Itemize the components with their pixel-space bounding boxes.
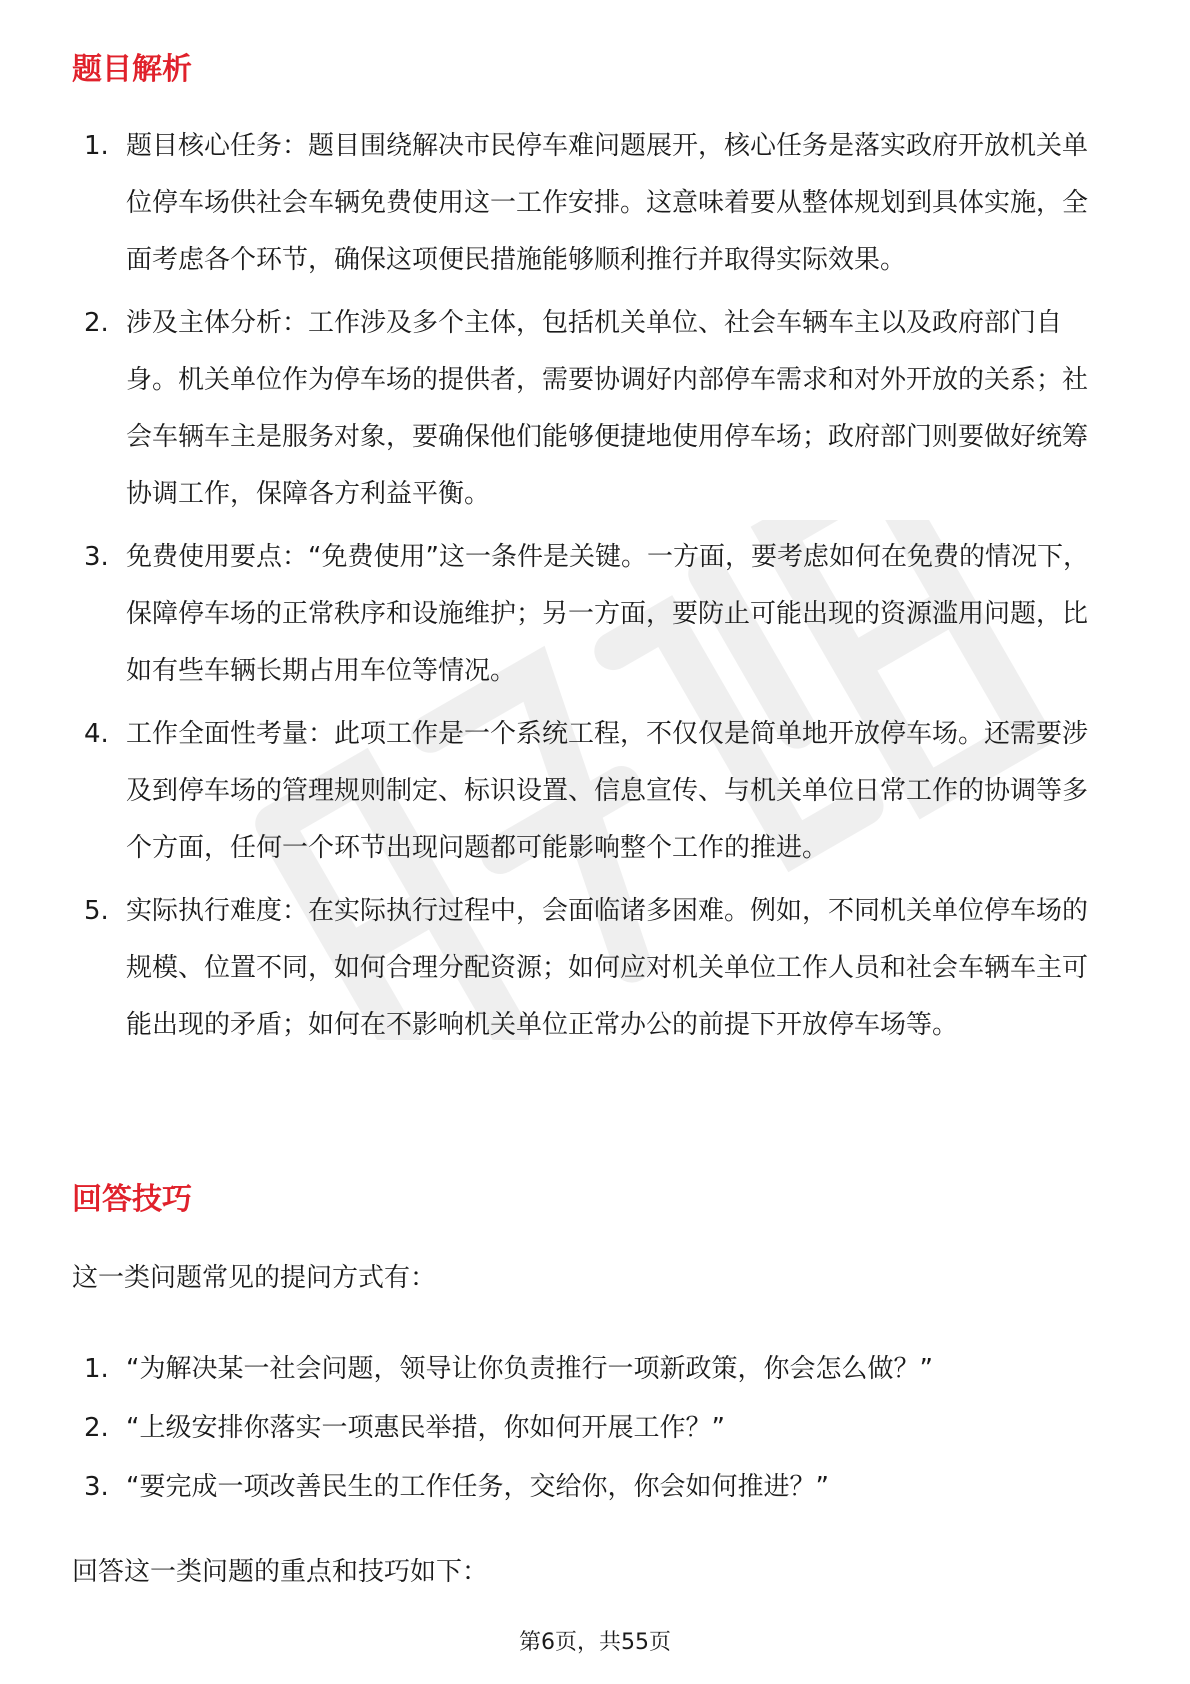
list-item <box>72 883 1112 1054</box>
list-item-number: 3. <box>84 1472 109 1502</box>
list-item-text: 工作全面性考量：此项工作是一个系统工程，不仅仅是简单地开放停车场。还需要涉及到停车场的管理规则制定、标识设置、信息宣传、与机关单位日常工作的协调等多个方面，任何一个环节出现问题都可能影响整个工作的推进。 <box>126 719 1089 863</box>
list-item-text: “要完成一项改善民生的工作任务，交给你，你会如何推进？” <box>126 1472 829 1502</box>
list-item-number: 2. <box>84 308 109 338</box>
list-item-text: “为解决某一社会问题，领导让你负责推行一项新政策，你会怎么做？” <box>126 1354 933 1384</box>
list-item-number: 5. <box>84 896 109 926</box>
list-item-text: 免费使用要点：“免费使用”这一条件是关键。一方面，要考虑如何在免费的情况下，保障停车场的正常秩序和设施维护；另一方面，要防止可能出现的资源滥用问题，比如有些车辆长期占用车位等情况。 <box>126 542 1089 686</box>
list-item <box>72 706 1112 877</box>
list-item <box>72 1341 1112 1398</box>
list-item <box>72 118 1112 289</box>
list-item-number: 4. <box>84 719 109 749</box>
section-heading-analysis: 题目解析 <box>72 52 192 87</box>
tips-closing-text: 回答这一类问题的重点和技巧如下： <box>72 1557 489 1587</box>
list-item-text: 涉及主体分析：工作涉及多个主体，包括机关单位、社会车辆车主以及政府部门自身。机关单位作为停车场的提供者，需要协调好内部停车需求和对外开放的关系；社会车辆车主是服务对象，要确保他们能够便捷地使用停车场；政府部门则要做好统筹协调工作，保障各方利益平衡。 <box>126 308 1089 509</box>
page-number-footer: 第6页，共55页 <box>519 1630 671 1655</box>
list-item-number: 1. <box>84 1354 109 1384</box>
list-item-number: 1. <box>84 131 109 161</box>
section-heading-tips: 回答技巧 <box>72 1182 192 1217</box>
list-item-number: 3. <box>84 542 109 572</box>
tips-intro-text: 这一类问题常见的提问方式有： <box>72 1263 437 1293</box>
list-item <box>72 529 1112 700</box>
list-item <box>72 1400 1112 1457</box>
analysis-list <box>72 118 1112 1060</box>
question-list <box>72 1341 1112 1518</box>
list-item-text: 实际执行难度：在实际执行过程中，会面临诸多困难。例如，不同机关单位停车场的规模、位置不同，如何合理分配资源；如何应对机关单位工作人员和社会车辆车主可能出现的矛盾；如何在不影响机关单位正常办公的前提下开放停车场等。 <box>126 896 1089 1040</box>
list-item-text: “上级安排你落实一项惠民举措，你如何开展工作？” <box>126 1413 725 1443</box>
list-item-text: 题目核心任务：题目围绕解决市民停车难问题展开，核心任务是落实政府开放机关单位停车场供社会车辆免费使用这一工作安排。这意味着要从整体规划到具体实施，全面考虑各个环节，确保这项便民措施能够顺利推行并取得实际效果。 <box>126 131 1089 275</box>
list-item-number: 2. <box>84 1413 109 1443</box>
list-item <box>72 295 1112 523</box>
list-item <box>72 1459 1112 1516</box>
